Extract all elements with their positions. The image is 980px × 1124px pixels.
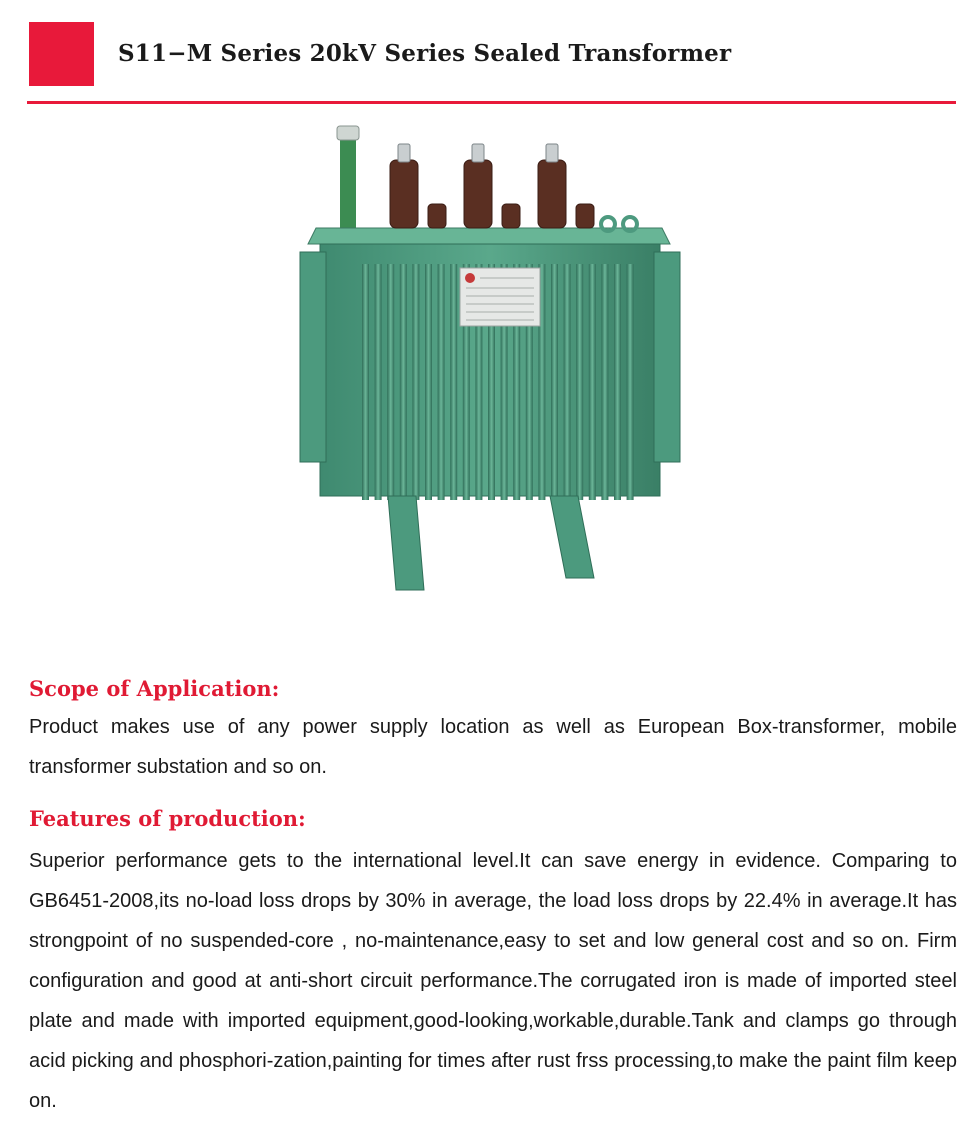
- corrugated-fin: [450, 264, 457, 500]
- corrugated-fin: [412, 264, 419, 500]
- corrugated-fin: [589, 264, 596, 500]
- corrugated-fin: [375, 264, 382, 500]
- breather-tube: [340, 132, 356, 232]
- header-accent-square: [29, 22, 94, 86]
- corrugated-fin: [627, 264, 634, 500]
- hv-bushing-terminals: [398, 144, 558, 162]
- side-flange-left: [300, 252, 326, 462]
- corrugated-fin: [564, 264, 571, 500]
- corrugated-fin: [614, 264, 621, 500]
- section-body-scope: Product makes use of any power supply location as well as European Box-transformer, mobile transformer substation and so on.: [29, 716, 957, 778]
- transformer-image: [290, 120, 690, 610]
- corrugated-fin: [400, 264, 407, 500]
- section-body-features: Superior performance gets to the international level.It can save energy in evidence. Comparing to GB6451-2008,its no-load loss drops by 30% in average, the load loss drops by 22.4% in average.It has strongpoint of no suspended-core , no-maintenance,easy to set and low general cost and so on. Firm configuration and good at anti-short circuit performance.The corrugated iron is made of imported steel plate and made with imported equipment,good-looking,workable,durable.Tank and clamps go through acid picking and phosphori-zation,painting for times after rust frss processing,to make the paint film keep on.: [29, 850, 957, 1112]
- corrugated-fin: [387, 264, 394, 500]
- corrugated-fin: [601, 264, 608, 500]
- nameplate-logo: [465, 273, 475, 283]
- corrugated-fin: [425, 264, 432, 500]
- section-title-scope: Scope of Application:: [29, 676, 280, 701]
- header-divider: [27, 101, 956, 104]
- hv-bushings: [390, 160, 566, 228]
- breather-cap: [337, 126, 359, 140]
- side-flange-right: [654, 252, 680, 462]
- corrugated-fin: [362, 264, 369, 500]
- lv-bushings: [428, 204, 594, 228]
- base-rail-left: [388, 496, 424, 590]
- corrugated-fin: [551, 264, 558, 500]
- corrugated-fin: [438, 264, 445, 500]
- page-title: S11−M Series 20kV Series Sealed Transformer: [118, 40, 732, 67]
- corrugated-fin: [576, 264, 583, 500]
- base-rail-right: [550, 496, 594, 578]
- tank-lid: [308, 228, 670, 244]
- section-title-features: Features of production:: [29, 806, 306, 831]
